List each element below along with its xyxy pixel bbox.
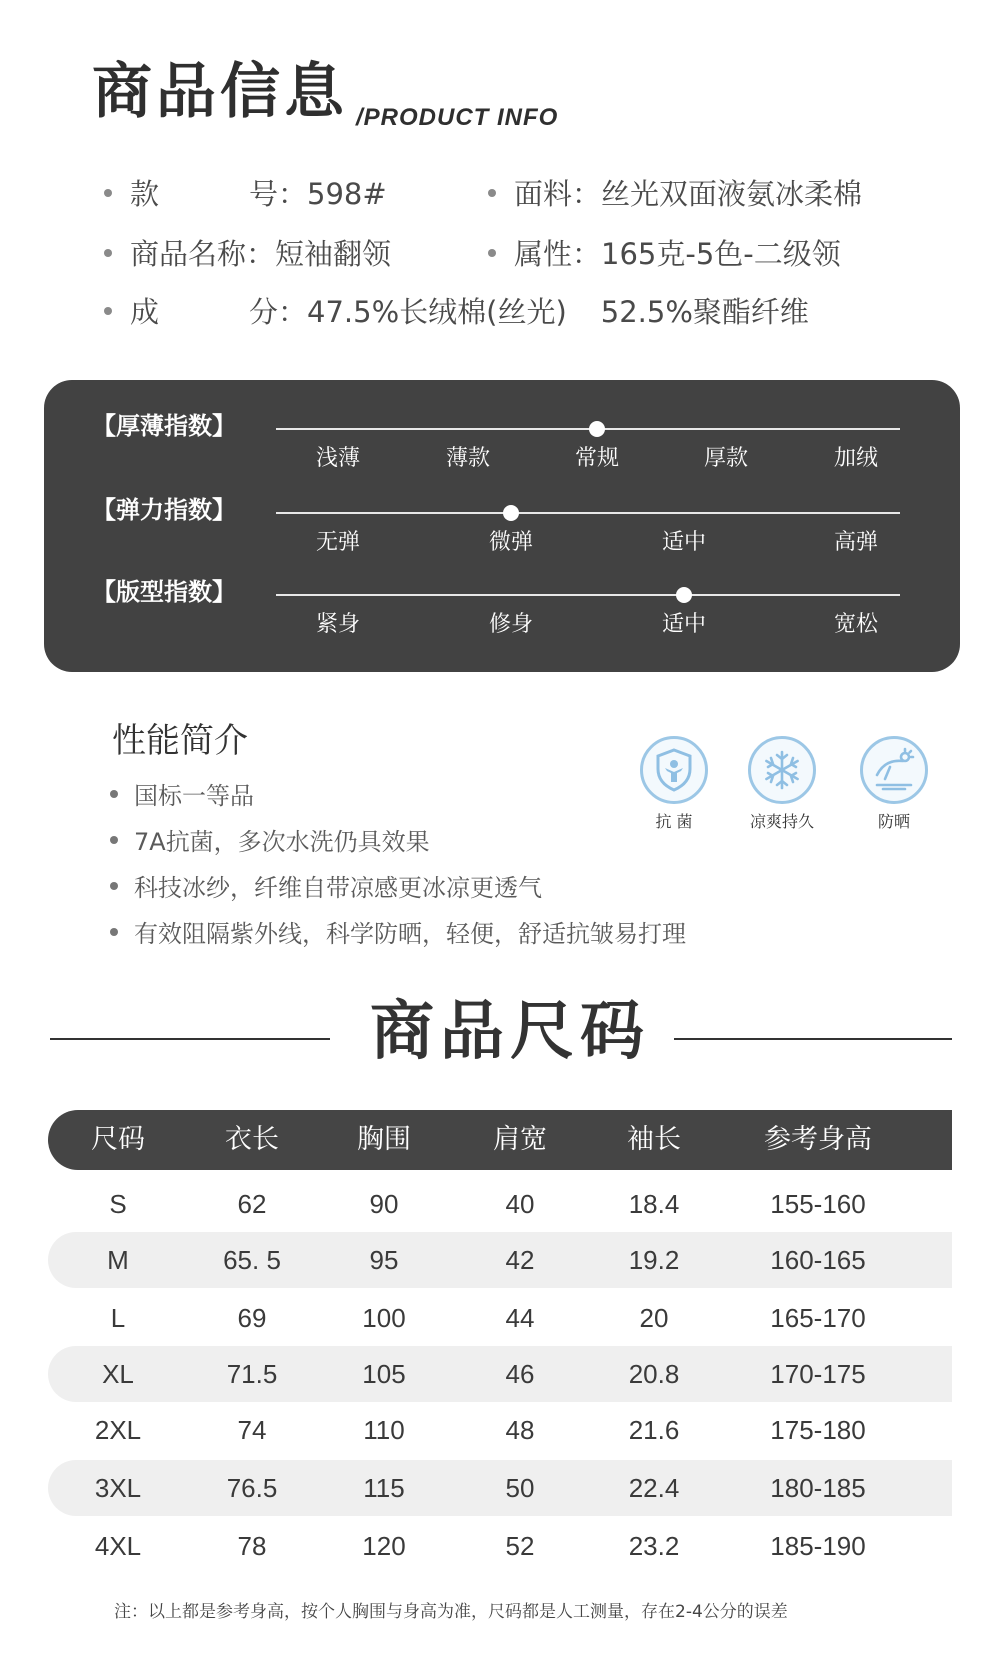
- sun-protection-badge: [860, 736, 928, 804]
- size-title: 商品尺码: [370, 995, 650, 1069]
- cell-sleeve: 19.2: [628, 1245, 680, 1275]
- col-header-sleeve: 袖长: [627, 1124, 681, 1155]
- col-header-shoulder: 肩宽: [493, 1124, 547, 1155]
- table-row: [48, 1402, 952, 1458]
- spec-composition: 成 分：47.5%长绒棉(丝光) 52.5%聚酯纤维: [104, 298, 809, 327]
- index-label: 【版型指数】: [92, 578, 236, 606]
- index-tick-label: 微弹: [488, 530, 534, 555]
- spec-attribute: 属性：165克-5色-二级领: [488, 240, 841, 269]
- cell-chest: 90: [369, 1189, 399, 1219]
- cooling-badge: [748, 736, 816, 804]
- index-tick-label: 紧身: [315, 612, 361, 637]
- cell-sleeve: 18.4: [628, 1189, 680, 1219]
- title-rule-right: [674, 1038, 952, 1040]
- cell-length: 74: [237, 1415, 267, 1445]
- bullet-dot: [110, 882, 118, 890]
- col-header-chest: 胸围: [357, 1124, 411, 1155]
- badge-label-antibacterial: 抗 菌: [655, 812, 693, 831]
- cell-chest: 100: [362, 1303, 406, 1333]
- cell-sleeve: 20: [639, 1303, 669, 1333]
- cell-length: 71.5: [226, 1359, 278, 1389]
- cell-size: S: [109, 1189, 127, 1219]
- index-tick-label: 薄款: [445, 446, 491, 471]
- cell-chest: 95: [369, 1245, 399, 1275]
- spec-fabric: 面料：丝光双面液氨冰柔棉: [488, 180, 862, 209]
- index-knob: [589, 421, 605, 437]
- cell-length: 69: [237, 1303, 267, 1333]
- index-tick-label: 高弹: [833, 530, 879, 555]
- col-header-length: 衣长: [225, 1124, 279, 1155]
- cell-size: 3XL: [94, 1473, 142, 1503]
- cell-chest: 120: [362, 1531, 406, 1561]
- spec-product-name: 商品名称：短袖翻领: [104, 240, 391, 269]
- index-knob: [503, 505, 519, 521]
- index-track: [276, 512, 900, 514]
- performance-item: 有效阻隔紫外线，科学防晒，轻便，舒适抗皱易打理: [110, 922, 686, 946]
- bullet-dot: [488, 249, 496, 257]
- bullet-dot: [104, 189, 112, 197]
- measurement-note: 注：以上都是参考身高，按个人胸围与身高为准，尺码都是人工测量，存在2-4公分的误差: [114, 1602, 788, 1622]
- performance-item: 国标一等品: [110, 784, 254, 808]
- bullet-dot: [104, 307, 112, 315]
- cell-sleeve: 21.6: [628, 1415, 680, 1445]
- bullet-dot: [488, 189, 496, 197]
- sun-umbrella-icon: [863, 739, 925, 801]
- cell-shoulder: 44: [505, 1303, 535, 1333]
- index-tick-label: 厚款: [703, 446, 749, 471]
- col-header-height: 参考身高: [764, 1124, 872, 1155]
- index-label: 【弹力指数】: [92, 496, 236, 524]
- size-table-header: [48, 1110, 952, 1170]
- badge-label-sun-protection: 防晒: [877, 812, 911, 831]
- cell-height: 170-175: [770, 1359, 866, 1389]
- cell-shoulder: 50: [505, 1473, 535, 1503]
- cell-length: 65. 5: [223, 1245, 281, 1275]
- cell-shoulder: 46: [505, 1359, 535, 1389]
- col-header-size: 尺码: [91, 1124, 145, 1155]
- antibacterial-badge: [640, 736, 708, 804]
- title-rule-left: [50, 1038, 330, 1040]
- cell-shoulder: 40: [505, 1189, 535, 1219]
- page-title: 商品信息: [92, 57, 348, 127]
- index-track: [276, 594, 900, 596]
- table-row: [48, 1290, 952, 1346]
- performance-item: 科技冰纱，纤维自带凉感更冰凉更透气: [110, 876, 542, 900]
- cell-shoulder: 52: [505, 1531, 535, 1561]
- cell-sleeve: 23.2: [628, 1531, 680, 1561]
- cell-size: XL: [102, 1359, 134, 1389]
- cell-length: 62: [237, 1189, 267, 1219]
- cell-chest: 105: [362, 1359, 406, 1389]
- table-row: [48, 1176, 952, 1232]
- cell-height: 155-160: [770, 1189, 866, 1219]
- table-row: [48, 1460, 952, 1516]
- index-tick-label: 浅薄: [315, 446, 361, 471]
- bullet-dot: [110, 836, 118, 844]
- performance-item: 7A抗菌，多次水洗仍具效果: [110, 830, 430, 854]
- table-row: [48, 1518, 952, 1574]
- cell-shoulder: 42: [505, 1245, 535, 1275]
- cell-size: L: [110, 1303, 126, 1333]
- cell-length: 78: [237, 1531, 267, 1561]
- bullet-dot: [110, 790, 118, 798]
- index-label: 【厚薄指数】: [92, 412, 236, 440]
- cell-height: 160-165: [770, 1245, 866, 1275]
- table-row: [48, 1346, 952, 1402]
- bullet-dot: [104, 249, 112, 257]
- index-tick-label: 适中: [661, 530, 707, 555]
- cell-chest: 115: [363, 1473, 405, 1503]
- index-tick-label: 宽松: [833, 612, 879, 637]
- table-row: [48, 1232, 952, 1288]
- cell-shoulder: 48: [505, 1415, 535, 1445]
- cell-height: 180-185: [770, 1473, 866, 1503]
- index-track: [276, 428, 900, 430]
- spec-style-number: 款 号：598#: [104, 180, 387, 209]
- cell-sleeve: 22.4: [628, 1473, 680, 1503]
- cell-height: 165-170: [770, 1303, 866, 1333]
- index-tick-label: 修身: [488, 612, 534, 637]
- index-tick-label: 常规: [574, 446, 620, 471]
- cell-size: 4XL: [94, 1531, 142, 1561]
- cell-size: 2XL: [94, 1415, 142, 1445]
- performance-title: 性能简介: [112, 721, 248, 761]
- cell-length: 76.5: [226, 1473, 278, 1503]
- index-tick-label: 无弹: [315, 530, 361, 555]
- shield-person-icon: [643, 739, 705, 801]
- badge-label-cooling: 凉爽持久: [749, 812, 815, 831]
- page-subtitle: /PRODUCT INFO: [356, 104, 559, 131]
- cell-height: 175-180: [770, 1415, 866, 1445]
- cell-sleeve: 20.8: [628, 1359, 680, 1389]
- bullet-dot: [110, 928, 118, 936]
- cell-height: 185-190: [770, 1531, 866, 1561]
- index-knob: [676, 587, 692, 603]
- cell-chest: 110: [363, 1415, 405, 1445]
- index-tick-label: 加绒: [833, 446, 879, 471]
- cell-size: M: [107, 1245, 129, 1275]
- snowflake-icon: [751, 739, 813, 801]
- index-tick-label: 适中: [661, 612, 707, 637]
